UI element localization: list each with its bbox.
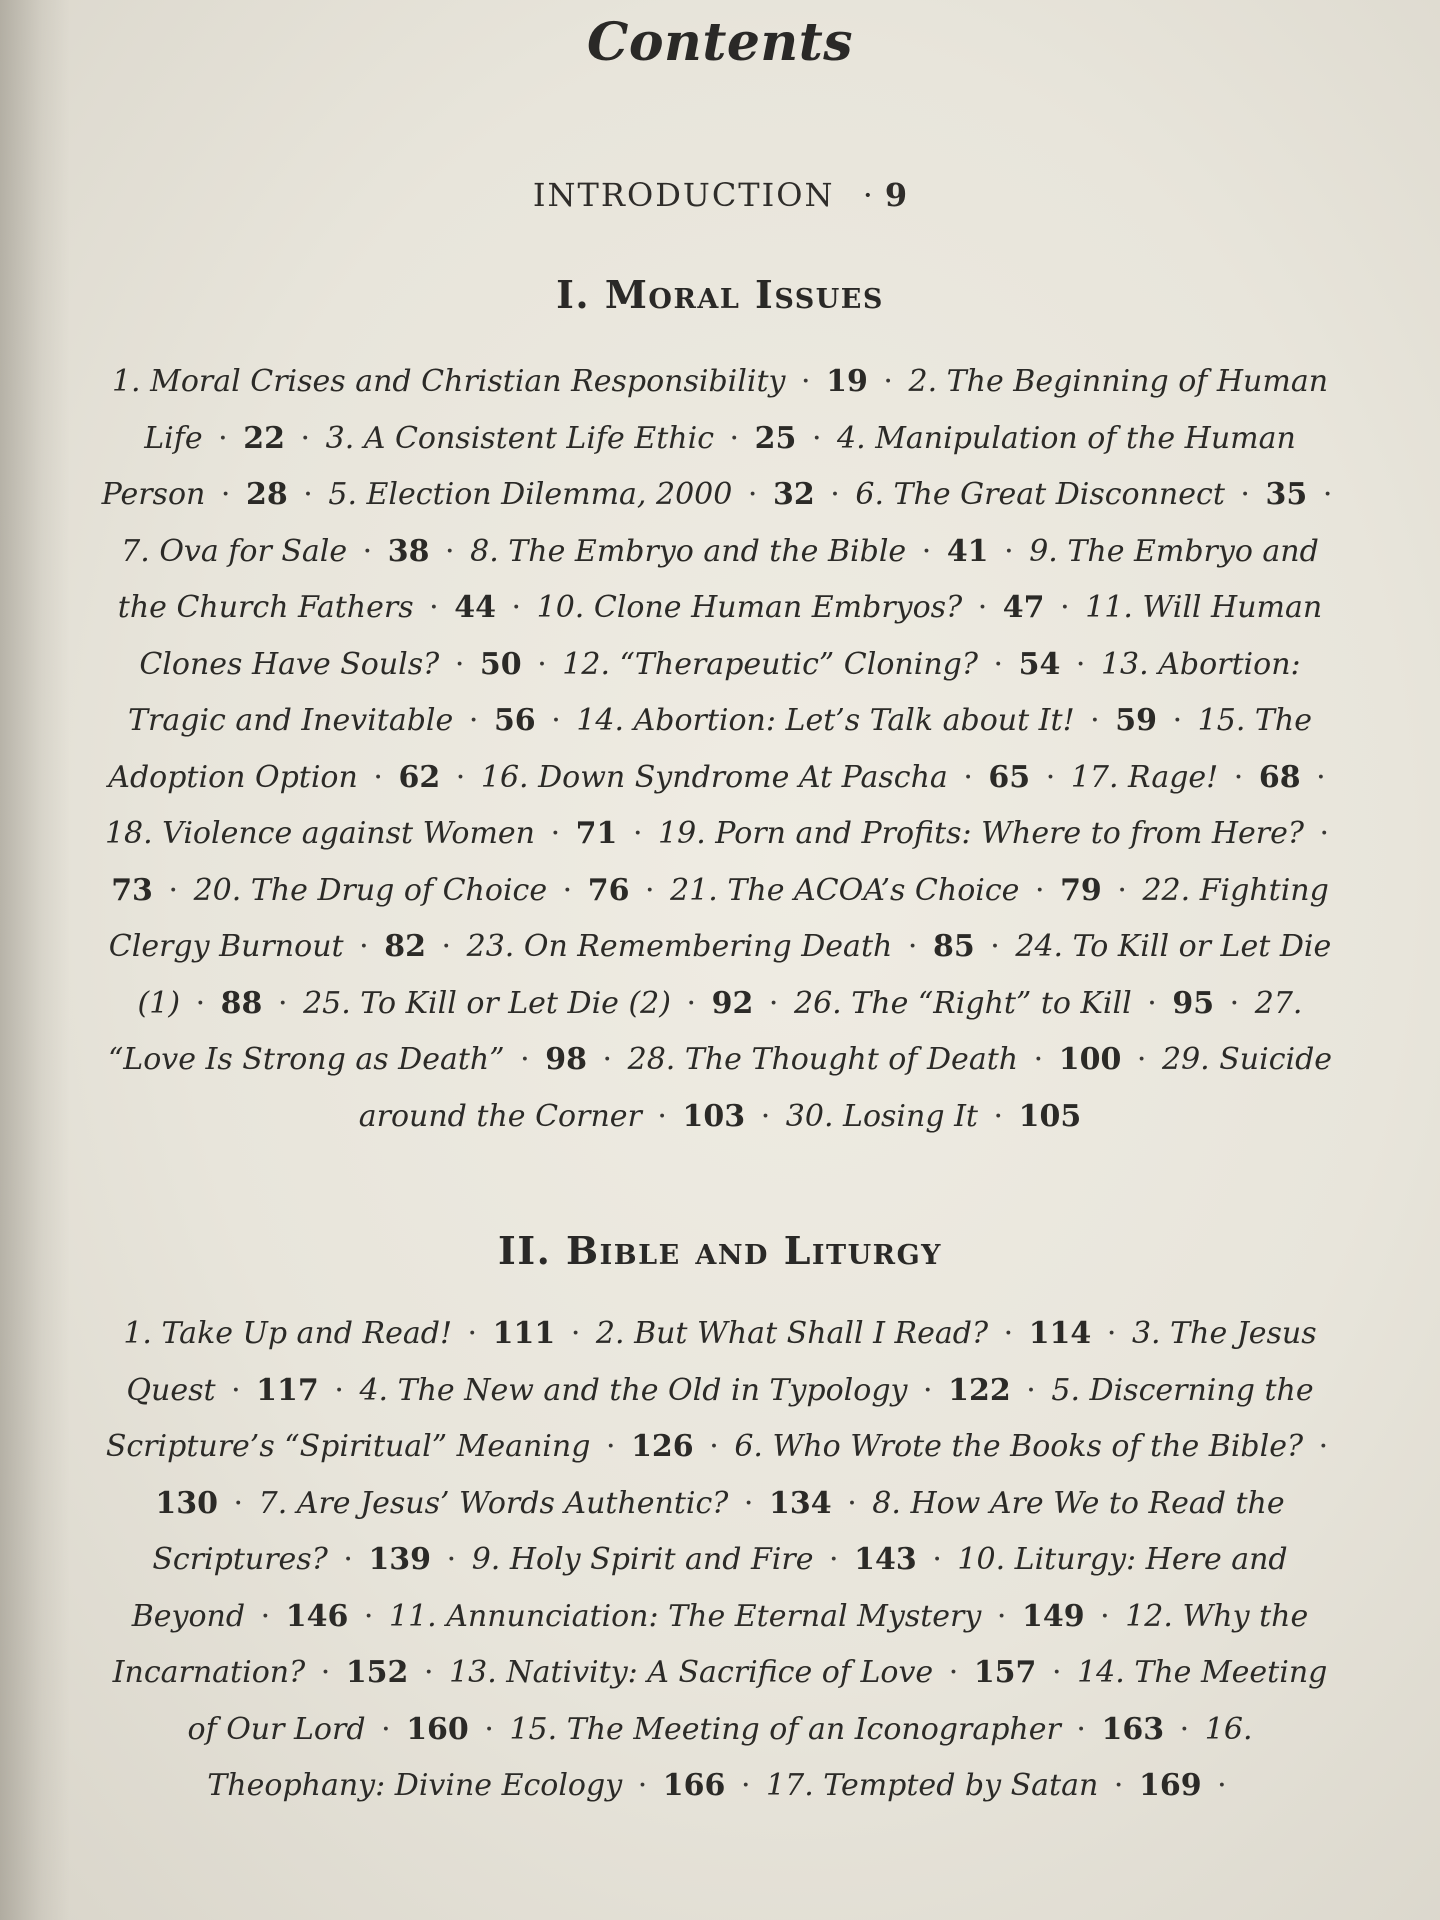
toc-separator: · (520, 1042, 530, 1077)
toc-entry-title: 21. The ACOA’s Choice (670, 872, 1020, 908)
toc-separator: · (455, 759, 466, 795)
toc-entry-title: 6. Who Wrote the Books of the Bible? (734, 1429, 1304, 1464)
toc-entry (470, 534, 988, 569)
toc-entry-page-number: 32 (773, 477, 815, 512)
toc-entry (509, 1712, 1164, 1747)
toc-entry-title: 26. The “Right” to Kill (794, 985, 1132, 1021)
toc-separator: · (168, 872, 179, 908)
introduction-separator: · (862, 176, 875, 214)
toc-entry-page-number: 71 (575, 816, 618, 851)
toc-entry-page-number: 126 (631, 1429, 694, 1464)
toc-separator: · (218, 420, 228, 456)
toc-separator: · (729, 420, 740, 456)
toc-entry-title: 14. The Meeting of Our Lord (187, 1655, 1328, 1747)
toc-separator: · (1319, 816, 1330, 851)
toc-entry-page-number: 25 (754, 420, 797, 456)
toc-separator: · (768, 985, 779, 1021)
toc-entry (855, 477, 1307, 512)
toc-entry-page-number: 134 (769, 1485, 832, 1521)
toc-separator: · (429, 590, 439, 625)
toc-entry-page-number: 54 (1018, 646, 1061, 682)
toc-entry-title: 27. “Love Is Strong as Death” (107, 985, 1303, 1077)
toc-entry-page-number: 98 (545, 1042, 587, 1077)
toc-separator: · (562, 872, 573, 908)
toc-entry-title: 14. Abortion: Let’s Talk about It! (576, 703, 1075, 738)
toc-separator: · (760, 1098, 771, 1134)
toc-separator: · (446, 1542, 457, 1577)
toc-entry (562, 647, 1060, 682)
toc-entry-title: 9. Holy Spirit and Fire (471, 1542, 814, 1577)
toc-entry-title: 12. “Therapeutic” Cloning? (562, 646, 978, 682)
toc-entry-title: 3. A Consistent Life Ethic (325, 420, 714, 456)
toc-entry-title: 25. To Kill or Let Die (2) (303, 985, 671, 1021)
toc-separator: · (993, 1098, 1004, 1134)
toc-entry-page-number: 38 (387, 533, 430, 569)
toc-entry-page-number: 68 (1258, 759, 1301, 795)
toc-separator: · (1033, 1042, 1044, 1077)
toc-separator: · (709, 1429, 719, 1464)
toc-entry-page-number: 41 (946, 533, 989, 569)
toc-entry-page-number: 76 (587, 872, 630, 908)
toc-separator: · (1100, 1598, 1110, 1634)
toc-entry-title: 1. Moral Crises and Christian Responsibility (111, 364, 786, 399)
section-heading-bible-and-liturgy: II. Bible and Liturgy (498, 1228, 942, 1273)
toc-separator: · (381, 1711, 391, 1747)
toc-entry (576, 703, 1157, 738)
toc-separator: · (1233, 759, 1244, 795)
page-title: Contents (586, 12, 854, 73)
toc-separator: · (645, 872, 655, 908)
toc-entry-page-number: 105 (1018, 1098, 1082, 1134)
toc-entry-title: 8. The Embryo and the Bible (470, 533, 907, 569)
toc-separator: · (1003, 1316, 1014, 1351)
toc-entry-title: 15. The Adoption Option (108, 703, 1312, 795)
section-entries-moral-issues (100, 354, 1340, 1145)
toc-separator: · (1240, 477, 1250, 512)
toc-entry-page-number: 56 (493, 703, 536, 738)
toc-entry-page-number: 62 (398, 759, 441, 795)
toc-entry-page-number: 100 (1058, 1042, 1122, 1077)
toc-entry-title: 19. Porn and Profits: Where to from Here? (658, 816, 1304, 851)
toc-entry-title: 11. Annunciation: The Eternal Mystery (388, 1598, 982, 1634)
toc-entry-page-number: 88 (220, 985, 263, 1021)
toc-entry (537, 590, 1045, 625)
toc-entry-page-number: 95 (1172, 985, 1215, 1021)
toc-separator: · (1322, 477, 1333, 512)
toc-entry-page-number: 117 (256, 1372, 319, 1408)
toc-separator: · (1075, 646, 1086, 682)
toc-separator: · (484, 1711, 494, 1747)
toc-entry (259, 1486, 832, 1521)
toc-entry-title: 15. The Meeting of an Iconographer (509, 1711, 1061, 1747)
toc-entry-page-number: 82 (384, 929, 426, 964)
toc-separator: · (1217, 1768, 1227, 1803)
toc-entry-page-number: 143 (854, 1542, 917, 1577)
toc-entry-page-number: 50 (479, 646, 522, 682)
toc-entry-title: 2. The Beginning of Human Life (144, 364, 1329, 456)
toc-entry-title: 4. The New and the Old in Typology (359, 1372, 908, 1408)
toc-separator: · (277, 985, 288, 1021)
toc-entry-page-number: 111 (492, 1316, 556, 1351)
toc-separator: · (1229, 985, 1240, 1021)
toc-separator: · (747, 477, 758, 512)
toc-entry-title: 7. Are Jesus’ Words Authentic? (258, 1485, 729, 1521)
toc-entry-title: 17. Tempted by Satan (766, 1768, 1099, 1803)
toc-entry-page-number: 59 (1115, 703, 1158, 738)
section-heading-moral-issues: I. Moral Issues (556, 272, 884, 317)
toc-entry (121, 534, 429, 569)
toc-entry-title: 10. Clone Human Embryos? (536, 590, 963, 625)
toc-separator: · (1034, 872, 1045, 908)
toc-separator: · (602, 1042, 613, 1077)
toc-separator: · (605, 1429, 616, 1464)
toc-entry (766, 1768, 1202, 1803)
toc-entry (112, 364, 868, 399)
toc-separator: · (921, 533, 932, 569)
toc-entry (326, 421, 797, 456)
toc-entry-title: 23. On Remembering Death (466, 929, 893, 964)
toc-entry (1071, 760, 1301, 795)
toc-separator: · (1106, 1316, 1117, 1351)
toc-separator: · (511, 590, 522, 625)
toc-entry-page-number: 79 (1060, 872, 1102, 908)
toc-separator: · (963, 759, 973, 795)
toc-separator: · (1004, 533, 1014, 569)
toc-separator: · (454, 646, 465, 682)
toc-separator: · (468, 703, 479, 738)
toc-entry-title: 3. The Jesus Quest (126, 1316, 1317, 1408)
toc-separator: · (1172, 703, 1183, 738)
toc-entry-page-number: 149 (1021, 1598, 1085, 1634)
toc-entry-title: 16. Down Syndrome At Pascha (480, 759, 948, 795)
toc-entry-title: 29. Suicide around the Corner (358, 1042, 1333, 1134)
toc-entry-title: 17. Rage! (1070, 759, 1219, 795)
toc-separator: · (1117, 872, 1127, 908)
toc-entry-title: 8. How Are We to Read the Scriptures? (152, 1485, 1285, 1577)
toc-entry-title: 5. Election Dilemma, 2000 (328, 477, 733, 512)
introduction-page-number: 9 (884, 176, 908, 214)
toc-separator: · (1026, 1372, 1036, 1408)
toc-entry-page-number: 85 (932, 929, 975, 964)
toc-separator: · (260, 1598, 271, 1634)
toc-entry-page-number: 65 (988, 759, 1031, 795)
toc-entry (328, 477, 814, 512)
toc-entry-title: 16. Theophany: Divine Ecology (207, 1711, 1253, 1803)
toc-separator: · (637, 1768, 648, 1803)
toc-separator: · (948, 1655, 959, 1690)
toc-entry-page-number: 103 (682, 1098, 746, 1134)
toc-entry-title: 6. The Great Disconnect (855, 477, 1225, 512)
toc-separator: · (363, 1598, 374, 1634)
toc-entry-page-number: 122 (948, 1372, 1011, 1408)
toc-entry-page-number: 19 (826, 364, 868, 399)
toc-entry (794, 986, 1214, 1021)
toc-separator: · (343, 1542, 353, 1577)
toc-entry-title: 12. Why the Incarnation? (112, 1598, 1309, 1690)
toc-entry-title: 18. Violence against Women (104, 816, 536, 851)
toc-separator: · (1076, 1711, 1086, 1747)
toc-separator: · (550, 816, 561, 851)
toc-entry-page-number: 35 (1265, 477, 1308, 512)
toc-entry-page-number: 73 (111, 872, 153, 908)
toc-separator: · (1060, 590, 1070, 625)
toc-entry-title: 10. Liturgy: Here and Beyond (131, 1542, 1288, 1634)
toc-separator: · (932, 1542, 942, 1577)
introduction-entry (0, 176, 1440, 214)
toc-separator: · (233, 1485, 244, 1521)
toc-entry-title: 5. Discerning the Scripture’s “Spiritual” Meaning (105, 1372, 1314, 1464)
toc-entry-page-number: 44 (454, 590, 496, 625)
toc-separator: · (445, 533, 455, 569)
toc-entry (389, 1599, 1085, 1634)
toc-entry-title: 11. Will Human Clones Have Souls? (139, 590, 1323, 682)
toc-separator: · (300, 420, 311, 456)
toc-separator: · (1045, 759, 1056, 795)
toc-entry-title: 9. The Embryo and the Church Fathers (117, 533, 1319, 625)
toc-separator: · (996, 1598, 1007, 1634)
toc-entry-title: 13. Nativity: A Sacrifice of Love (449, 1655, 934, 1690)
toc-separator: · (373, 759, 383, 795)
toc-entry-title: 22. Fighting Clergy Burnout (108, 872, 1329, 964)
toc-entry-title: 30. Losing It (785, 1098, 978, 1134)
toc-entry (596, 1316, 1091, 1351)
toc-entry-page-number: 163 (1101, 1711, 1165, 1747)
toc-separator: · (923, 1372, 933, 1408)
toc-entry (481, 760, 1030, 795)
toc-entry-page-number: 22 (243, 420, 285, 456)
toc-separator: · (883, 364, 893, 399)
toc-separator: · (830, 477, 840, 512)
toc-entry-page-number: 92 (711, 985, 754, 1021)
toc-separator: · (570, 1316, 581, 1351)
toc-separator: · (441, 929, 452, 964)
toc-separator: · (1113, 1768, 1124, 1803)
toc-entry-title: 28. The Thought of Death (627, 1042, 1019, 1077)
toc-entry (303, 986, 753, 1021)
toc-separator: · (303, 477, 313, 512)
toc-entry-page-number: 28 (245, 477, 288, 512)
toc-entry-page-number: 47 (1002, 590, 1045, 625)
toc-entry (670, 873, 1102, 908)
toc-separator: · (423, 1655, 434, 1690)
toc-separator: · (907, 929, 918, 964)
toc-separator: · (362, 533, 373, 569)
toc-entry (786, 1099, 1081, 1134)
toc-entry (472, 1542, 917, 1577)
toc-entry-page-number: 114 (1028, 1316, 1092, 1351)
toc-separator: · (1179, 1711, 1190, 1747)
toc-entry (449, 1655, 1036, 1690)
toc-entry-page-number: 146 (285, 1598, 349, 1634)
toc-separator: · (1051, 1655, 1062, 1690)
toc-separator: · (551, 703, 561, 738)
toc-entry-title: 20. The Drug of Choice (193, 872, 548, 908)
toc-separator: · (320, 1655, 331, 1690)
toc-separator: · (811, 420, 822, 456)
toc-separator: · (1090, 703, 1100, 738)
toc-entry (194, 873, 630, 908)
toc-entry (628, 1042, 1122, 1077)
toc-separator: · (220, 477, 231, 512)
toc-entry-title: 4. Manipulation of the Human Person (101, 420, 1296, 512)
toc-separator: · (537, 646, 547, 682)
toc-separator: · (657, 1098, 667, 1134)
toc-entry-title: 7. Ova for Sale (121, 533, 348, 569)
toc-entry-page-number: 169 (1138, 1768, 1202, 1803)
toc-entry-page-number: 152 (345, 1655, 409, 1690)
toc-separator: · (359, 929, 369, 964)
toc-separator: · (1316, 759, 1326, 795)
toc-separator: · (847, 1485, 857, 1521)
toc-separator: · (686, 985, 697, 1021)
toc-separator: · (740, 1768, 751, 1803)
toc-entry (105, 816, 617, 851)
toc-entry-page-number: 130 (155, 1485, 218, 1521)
toc-separator: · (1318, 1429, 1329, 1464)
toc-separator: · (467, 1316, 478, 1351)
toc-entry-title: 1. Take Up and Read! (123, 1316, 452, 1351)
toc-entry (359, 1373, 1010, 1408)
toc-separator: · (334, 1372, 344, 1408)
toc-entry-page-number: 157 (973, 1655, 1037, 1690)
toc-separator: · (990, 929, 1000, 964)
toc-entry (467, 929, 975, 964)
toc-entry-page-number: 139 (368, 1542, 432, 1577)
toc-entry-title: 2. But What Shall I Read? (595, 1316, 989, 1351)
toc-separator: · (977, 590, 988, 625)
section-entries-bible-and-liturgy (100, 1306, 1340, 1815)
toc-entry-title: 13. Abortion: Tragic and Inevitable (128, 646, 1301, 738)
toc-separator: · (801, 364, 811, 399)
toc-separator: · (829, 1542, 839, 1577)
toc-separator: · (1147, 985, 1157, 1021)
toc-separator: · (632, 816, 643, 851)
toc-separator: · (743, 1485, 754, 1521)
toc-separator: · (195, 985, 206, 1021)
toc-separator: · (1136, 1042, 1147, 1077)
toc-entry-title: 24. To Kill or Let Die (1) (137, 929, 1332, 1021)
toc-entry (123, 1316, 555, 1351)
toc-entry-page-number: 160 (406, 1711, 469, 1747)
toc-entry-page-number: 166 (662, 1768, 726, 1803)
toc-separator: · (231, 1372, 241, 1408)
introduction-label: INTRODUCTION (532, 176, 835, 214)
toc-separator: · (993, 646, 1004, 682)
